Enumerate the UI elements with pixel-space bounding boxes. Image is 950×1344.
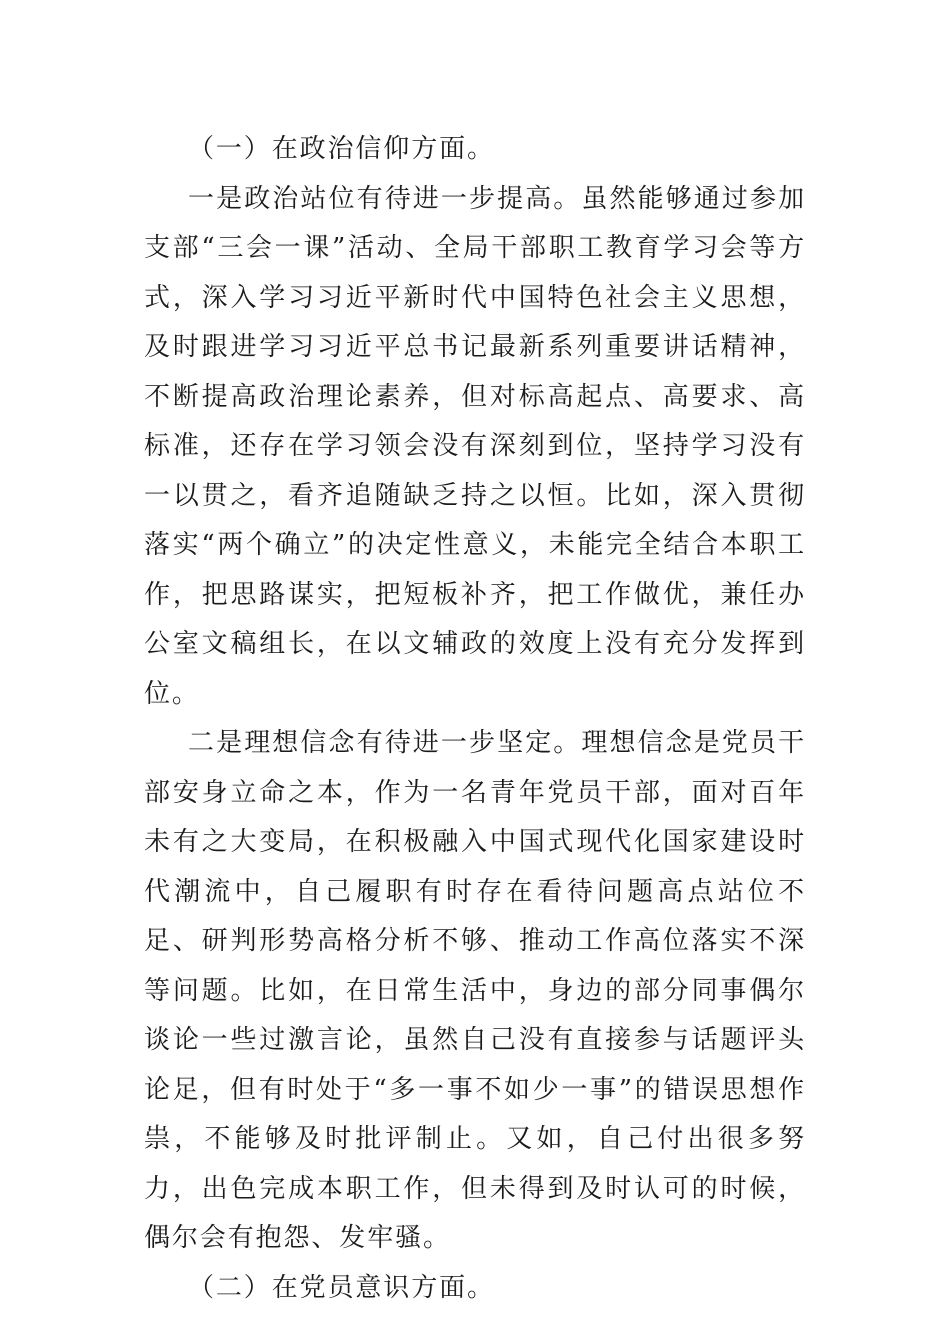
paragraph-political-stance: 一是政治站位有待进一步提高。虽然能够通过参加支部“三会一课”活动、全局干部职工教育学习会等方式，深入学习习近平新时代中国特色社会主义思想，及时跟进学习习近平总书记最新系列重要讲话精神，不断提高政治理论素养，但对标高起点、高要求、高标准，还存在学习领会没有深刻到位，坚持学习没有一以贯之，看齐追随缺乏持之以恒。比如，深入贯彻落实“两个确立”的决定性意义，未能完全结合本职工作，把思路谋实，把短板补齐，把工作做优，兼任办公室文稿组长，在以文辅政的效度上没有充分发挥到位。 <box>144 183 806 709</box>
paragraph-ideals-beliefs: 二是理想信念有待进一步坚定。理想信念是党员干部安身立命之本，作为一名青年党员干部，面对百年未有之大变局，在积极融入中国式现代化国家建设时代潮流中，自己履职有时存在看待问题高点站位不足、研判形势高格分析不够、推动工作高位落实不深等问题。比如，在日常生活中，身边的部分同事偶尔谈论一些过激言论，虽然自己没有直接参与话题评头论足，但有时处于“多一事不如少一事”的错误思想作祟，不能够及时批评制止。又如，自己付出很多努力，出色完成本职工作，但未得到及时认可的时候，偶尔会有抱怨、发牢骚。 <box>144 728 806 1253</box>
section-heading-party-awareness: （二）在党员意识方面。 <box>188 1272 495 1303</box>
section-heading-political-belief: （一）在政治信仰方面。 <box>188 134 495 164</box>
document-body <box>144 125 806 1313</box>
